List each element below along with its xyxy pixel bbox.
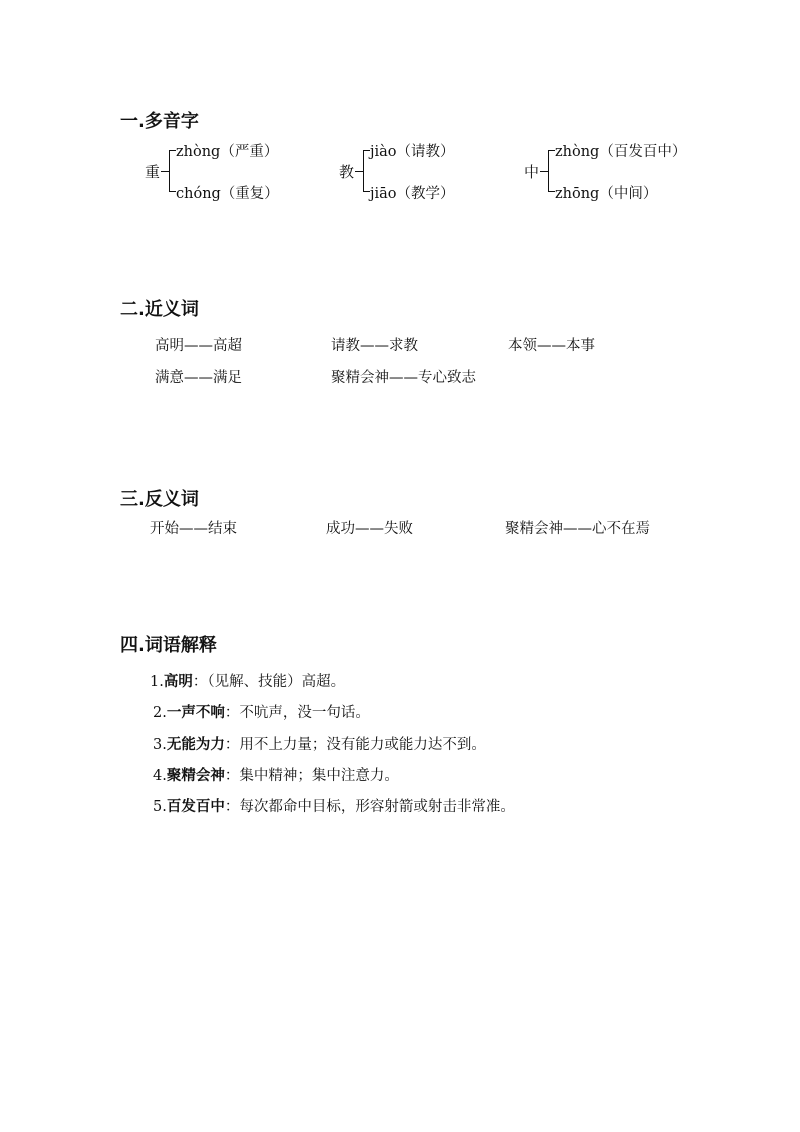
definition-number: 3. bbox=[153, 737, 167, 753]
reading-top: jiào（请教） bbox=[370, 144, 455, 160]
definition-separator: ： bbox=[224, 705, 240, 721]
antonym-pair: 成功——失败 bbox=[326, 521, 413, 537]
reading-bottom: zhōng（中间） bbox=[555, 186, 658, 202]
bracket-bottom-arm bbox=[548, 191, 555, 192]
bracket-top-arm bbox=[363, 150, 370, 151]
synonym-pair: 满意——满足 bbox=[155, 370, 242, 386]
synonym-pair: 本领——本事 bbox=[508, 338, 595, 354]
reading-bottom: chóng（重复） bbox=[176, 186, 279, 202]
definition-term: 百发百中 bbox=[166, 799, 225, 815]
antonym-pair: 开始——结束 bbox=[150, 521, 237, 537]
definition-item bbox=[153, 795, 515, 816]
synonym-pair: 请教——求教 bbox=[331, 338, 418, 354]
definition-separator: ： bbox=[192, 674, 208, 690]
bracket-vertical bbox=[169, 150, 170, 192]
definition-number: 2. bbox=[153, 705, 167, 721]
definition-item bbox=[153, 733, 486, 754]
definition-item bbox=[150, 670, 345, 691]
polyphone-char: 重 bbox=[145, 163, 161, 181]
reading-top: zhòng（百发百中） bbox=[555, 144, 687, 160]
definition-number: 5. bbox=[153, 799, 167, 815]
bracket-bottom-arm bbox=[363, 191, 370, 192]
section-title-antonyms: 三.反义词 bbox=[120, 489, 199, 510]
definition-term: 无能为力 bbox=[166, 737, 225, 753]
definition-item bbox=[153, 701, 370, 722]
synonym-pair: 聚精会神——专心致志 bbox=[331, 370, 476, 386]
reading-top: zhòng（严重） bbox=[176, 144, 279, 160]
definition-number: 4. bbox=[153, 768, 167, 784]
definition-term: 高明 bbox=[163, 674, 193, 690]
section-title-definitions: 四.词语解释 bbox=[120, 635, 217, 656]
section-title-polyphone: 一.多音字 bbox=[120, 111, 199, 132]
definition-text: 不吭声，没一句话。 bbox=[239, 705, 370, 721]
bracket-top-arm bbox=[169, 150, 176, 151]
definition-number: 1. bbox=[150, 674, 164, 690]
definition-item bbox=[153, 764, 399, 785]
bracket-bottom-arm bbox=[169, 191, 176, 192]
polyphone-char: 教 bbox=[339, 163, 355, 181]
definition-separator: ： bbox=[224, 799, 240, 815]
reading-bottom: jiāo（教学） bbox=[370, 186, 455, 202]
bracket-stub bbox=[355, 171, 363, 172]
bracket-stub bbox=[540, 171, 548, 172]
antonym-pair: 聚精会神——心不在焉 bbox=[505, 521, 650, 537]
definition-text: 集中精神；集中注意力。 bbox=[239, 768, 399, 784]
definition-term: 聚精会神 bbox=[166, 768, 225, 784]
synonym-pair: 高明——高超 bbox=[155, 338, 242, 354]
definition-separator: ： bbox=[224, 737, 240, 753]
definition-separator: ： bbox=[224, 768, 240, 784]
bracket-vertical bbox=[548, 150, 549, 192]
definition-text: （见解、技能）高超。 bbox=[207, 674, 346, 690]
section-title-synonyms: 二.近义词 bbox=[120, 299, 199, 320]
polyphone-char: 中 bbox=[524, 163, 540, 181]
bracket-top-arm bbox=[548, 150, 555, 151]
definition-term: 一声不响 bbox=[166, 705, 225, 721]
definition-text: 用不上力量；没有能力或能力达不到。 bbox=[239, 737, 486, 753]
definition-text: 每次都命中目标，形容射箭或射击非常准。 bbox=[239, 799, 515, 815]
bracket-vertical bbox=[363, 150, 364, 192]
bracket-stub bbox=[161, 171, 169, 172]
